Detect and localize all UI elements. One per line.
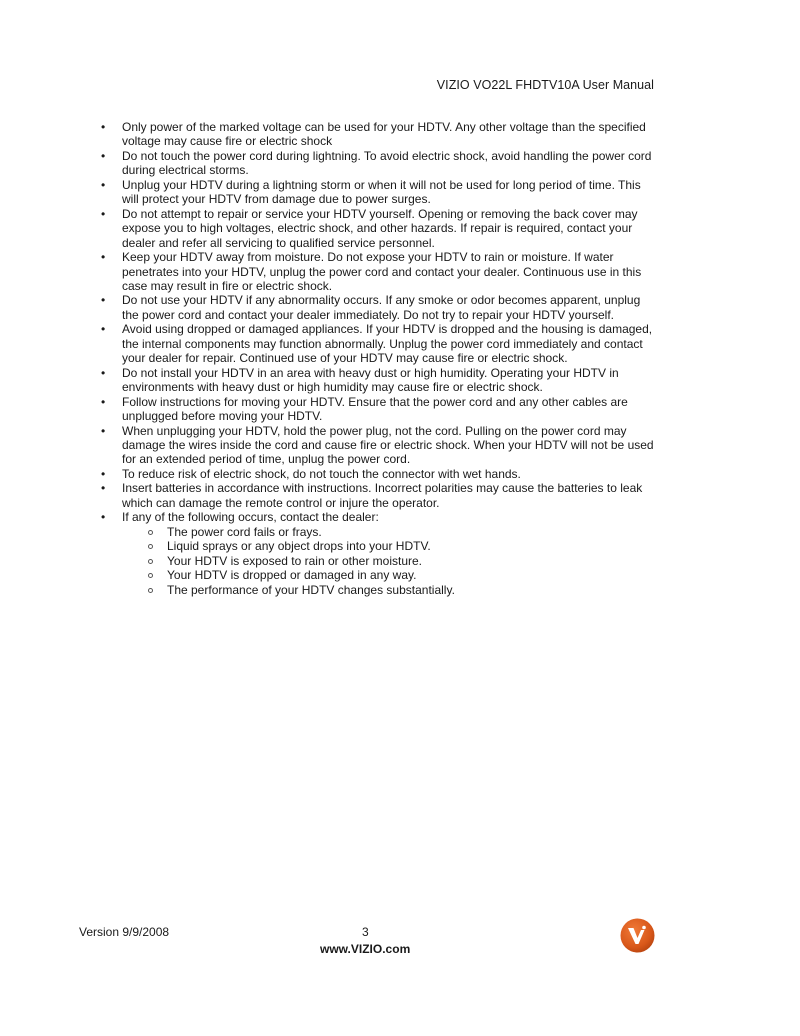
page-number: 3 [362, 925, 369, 939]
list-item-text: Unplug your HDTV during a lightning storm or when it will not be used for long period of time. This will protect your HDTV from damage due to power surges. [122, 177, 641, 207]
hollow-bullet-icon [148, 588, 153, 593]
list-item-text: Avoid using dropped or damaged appliances. If your HDTV is dropped and the housing is damaged, the internal components may function abnormally. Unplug the power cord immediately and contact your dealer for repair. Continued use of your HDTV may cause fire or electric shock. [122, 322, 653, 366]
list-item [96, 510, 656, 597]
list-item-text: Do not use your HDTV if any abnormality occurs. If any smoke or odor becomes apparent, unplug the power cord and contact your dealer immediately. Do not try to repair your HDTV yourself. [122, 293, 641, 322]
list-item-text: When unplugging your HDTV, hold the power plug, not the cord. Pulling on the power cord may damage the wires inside the cord and cause fire or electric shock. When your HDTV will not be used for an extended period of time, unplug the power cord. [122, 423, 654, 467]
bullet-icon: • [101, 394, 106, 409]
bullet-icon: • [101, 148, 106, 163]
list-item [96, 424, 656, 467]
footer-website-link[interactable]: www.VIZIO.com [320, 942, 411, 956]
list-item [96, 395, 656, 424]
bullet-icon: • [101, 293, 106, 308]
bullet-icon: • [101, 481, 106, 496]
bullet-icon: • [101, 206, 106, 221]
footer-version: Version 9/9/2008 [79, 925, 170, 939]
safety-bullet-list [96, 120, 656, 597]
list-item [96, 293, 656, 322]
sub-list-item [147, 554, 656, 568]
list-item-text: Follow instructions for moving your HDTV. Ensure that the power cord and any other cables are unplugged before moving your HDTV. [122, 394, 628, 424]
sub-list-item-text: Liquid sprays or any object drops into your HDTV. [167, 539, 431, 554]
sub-list-item [147, 568, 656, 582]
sub-list-item [147, 583, 656, 597]
page-header-title: VIZIO VO22L FHDTV10A User Manual [436, 78, 654, 92]
vizio-logo-icon [620, 918, 655, 953]
list-item-text: Insert batteries in accordance with instructions. Incorrect polarities may cause the batteries to leak which can damage the remote control or injure the operator. [122, 481, 643, 510]
bullet-icon: • [101, 365, 106, 380]
list-item [96, 120, 656, 149]
hollow-bullet-icon [148, 544, 153, 549]
dealer-conditions-sublist [122, 525, 656, 597]
bullet-icon: • [101, 322, 106, 337]
list-item-text: If any of the following occurs, contact the dealer: [122, 510, 379, 525]
bullet-icon: • [101, 510, 106, 525]
list-item [96, 250, 656, 293]
bullet-icon: • [101, 250, 106, 265]
list-item [96, 366, 656, 395]
list-item-text: Do not install your HDTV in an area with heavy dust or high humidity. Operating your HDTV in environments with heavy dust or high humidity may cause fire or electric shock. [122, 365, 619, 395]
hollow-bullet-icon [148, 573, 153, 578]
sub-list-item-text: The power cord fails or frays. [167, 524, 322, 539]
hollow-bullet-icon [148, 559, 153, 564]
list-item-text: Keep your HDTV away from moisture. Do not expose your HDTV to rain or moisture. If water penetrates into your HDTV, unplug the power cord and contact your dealer. Continuous use in this case may result in fire or electric shock. [122, 250, 642, 293]
list-item [96, 149, 656, 178]
list-item-text: Only power of the marked voltage can be used for your HDTV. Any other voltage than the specified voltage may cause fire or electric shock [122, 120, 646, 149]
bullet-icon: • [101, 466, 106, 481]
sub-list-item [147, 539, 656, 553]
bullet-icon: • [101, 177, 106, 192]
list-item [96, 322, 656, 365]
list-item [96, 481, 656, 510]
sub-list-item-text: The performance of your HDTV changes substantially. [167, 582, 455, 597]
safety-instructions [96, 120, 656, 597]
hollow-bullet-icon [148, 530, 153, 535]
sub-list-item-text: Your HDTV is exposed to rain or other moisture. [167, 553, 423, 568]
list-item-text: Do not touch the power cord during lightning. To avoid electric shock, avoid handling the power cord during electrical storms. [122, 148, 652, 178]
list-item-text: To reduce risk of electric shock, do not touch the connector with wet hands. [122, 466, 521, 481]
sub-list-item [147, 525, 656, 539]
list-item [96, 467, 656, 481]
list-item-text: Do not attempt to repair or service your HDTV yourself. Opening or removing the back cover may expose you to high voltages, electric shock, and other hazards. If repair is required, contact your dealer and refer all servicing to qualified service personnel. [122, 206, 638, 250]
bullet-icon: • [101, 120, 106, 134]
sub-list-item-text: Your HDTV is dropped or damaged in any way. [167, 568, 417, 583]
bullet-icon: • [101, 423, 106, 438]
list-item [96, 178, 656, 207]
list-item [96, 207, 656, 250]
